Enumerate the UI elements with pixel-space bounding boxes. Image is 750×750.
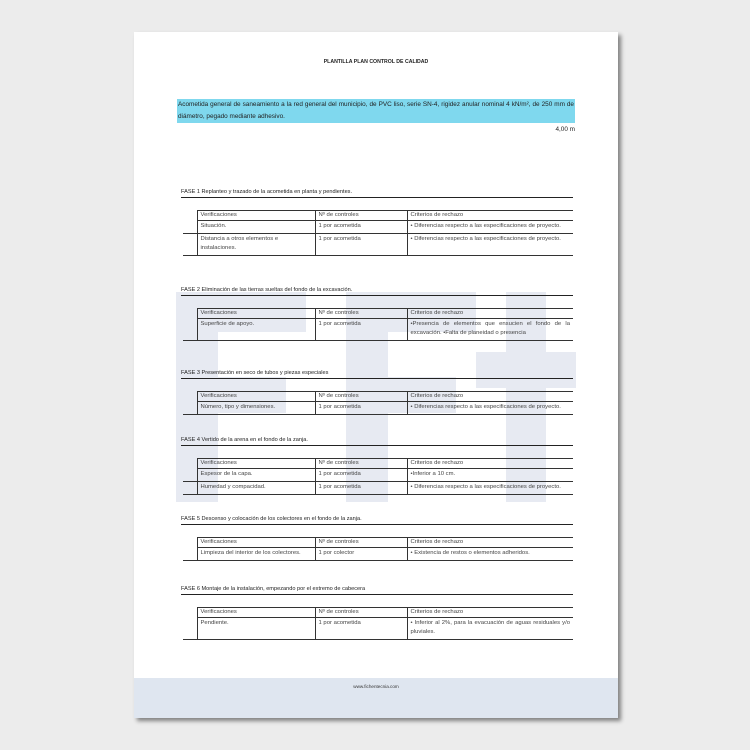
phase-6 <box>181 585 573 640</box>
table-header-row <box>183 392 573 402</box>
header-controles: Nº de controles <box>315 538 407 548</box>
phase-title: FASE 5 Descenso y colocación de los colectores en el fondo de la zanja. <box>181 515 573 525</box>
checkbox-cell[interactable] <box>183 469 197 482</box>
checkbox-cell[interactable] <box>183 319 197 341</box>
header-verificaciones: Verificaciones <box>197 211 315 221</box>
table-header-row <box>183 608 573 618</box>
phase-title: FASE 6 Montaje de la instalación, empezando por el extremo de cabecera <box>181 585 573 595</box>
control-table <box>183 537 573 561</box>
phase-title: FASE 2 Eliminación de las tierras sueltas del fondo de la excavación. <box>181 286 573 296</box>
verificacion-cell: Distancia a otros elementos e instalaciones. <box>197 234 315 256</box>
controles-cell: 1 por colector <box>315 548 407 561</box>
controles-cell: 1 por acometida <box>315 402 407 415</box>
quantity: 4,00 m <box>555 126 575 133</box>
header-controles: Nº de controles <box>315 309 407 319</box>
header-verificaciones: Verificaciones <box>197 309 315 319</box>
control-table <box>183 308 573 341</box>
checkbox-cell[interactable] <box>183 618 197 640</box>
criterio-cell: •Presencia de elementos que ensucien el fondo de la excavación. •Falta de planeidad o presencia <box>407 319 573 341</box>
controles-cell: 1 por acometida <box>315 618 407 640</box>
verificacion-cell: Número, tipo y dimensiones. <box>197 402 315 415</box>
checkbox-cell[interactable] <box>183 221 197 234</box>
checkbox-cell[interactable] <box>183 548 197 561</box>
header-criterios: Criterios de rechazo <box>407 538 573 548</box>
document-page <box>134 32 618 718</box>
criterio-cell: • Inferior al 2%, para la evacuación de aguas residuales y/o pluviales. <box>407 618 573 640</box>
control-table <box>183 210 573 256</box>
criterio-cell: • Existencia de restos o elementos adheridos. <box>407 548 573 561</box>
table-header-row <box>183 309 573 319</box>
phase-1 <box>181 188 573 256</box>
phase-title: FASE 1 Replanteo y trazado de la acometida en planta y pendientes. <box>181 188 573 198</box>
checkbox-cell[interactable] <box>183 402 197 415</box>
table-header-row <box>183 459 573 469</box>
controles-cell: 1 por acometida <box>315 221 407 234</box>
header-verificaciones: Verificaciones <box>197 459 315 469</box>
header-criterios: Criterios de rechazo <box>407 608 573 618</box>
page-footer <box>134 678 618 718</box>
header-controles: Nº de controles <box>315 211 407 221</box>
phase-4 <box>181 436 573 495</box>
table-header-row <box>183 211 573 221</box>
footer-url[interactable]: www.fichentecnia.com <box>353 684 399 689</box>
checkbox-cell[interactable] <box>183 234 197 256</box>
control-table <box>183 458 573 495</box>
table-row <box>183 319 573 341</box>
verificacion-cell: Espesor de la capa. <box>197 469 315 482</box>
criterio-cell: • Diferencias respecto a las especificaciones de proyecto. <box>407 402 573 415</box>
criterio-cell: •Inferior a 10 cm. <box>407 469 573 482</box>
phase-2 <box>181 286 573 341</box>
intro-text: Acometida general de saneamiento a la red general del municipio, de PVC liso, serie SN-4, rigidez anular nominal 4 kN/m², de 250 mm de diámetro, pegado mediante adhesivo. <box>177 99 575 123</box>
phase-3 <box>181 369 573 415</box>
header-criterios: Criterios de rechazo <box>407 392 573 402</box>
header-controles: Nº de controles <box>315 459 407 469</box>
criterio-cell: • Diferencias respecto a las especificaciones de proyecto. <box>407 221 573 234</box>
header-verificaciones: Verificaciones <box>197 608 315 618</box>
header-criterios: Criterios de rechazo <box>407 309 573 319</box>
controles-cell: 1 por acometida <box>315 482 407 495</box>
table-header-row <box>183 538 573 548</box>
document-title: PLANTILLA PLAN CONTROL DE CALIDAD <box>323 59 429 65</box>
checkbox-cell[interactable] <box>183 482 197 495</box>
controles-cell: 1 por acometida <box>315 234 407 256</box>
verificacion-cell: Limpieza del interior de los colectores. <box>197 548 315 561</box>
criterio-cell: • Diferencias respecto a las especificaciones de proyecto. <box>407 234 573 256</box>
control-table <box>183 391 573 415</box>
table-row <box>183 618 573 640</box>
header-verificaciones: Verificaciones <box>197 538 315 548</box>
header-controles: Nº de controles <box>315 608 407 618</box>
control-table <box>183 607 573 640</box>
table-row <box>183 469 573 482</box>
table-row <box>183 482 573 495</box>
table-row <box>183 548 573 561</box>
phase-5 <box>181 515 573 561</box>
phase-title: FASE 3 Presentación en seco de tubos y piezas especiales <box>181 369 573 379</box>
header-verificaciones: Verificaciones <box>197 392 315 402</box>
intro-block <box>177 99 575 136</box>
table-row <box>183 402 573 415</box>
controles-cell: 1 por acometida <box>315 319 407 341</box>
verificacion-cell: Superficie de apoyo. <box>197 319 315 341</box>
verificacion-cell: Humedad y compacidad. <box>197 482 315 495</box>
verificacion-cell: Pendiente. <box>197 618 315 640</box>
table-row <box>183 234 573 256</box>
controles-cell: 1 por acometida <box>315 469 407 482</box>
table-row <box>183 221 573 234</box>
header-criterios: Criterios de rechazo <box>407 459 573 469</box>
header-criterios: Criterios de rechazo <box>407 211 573 221</box>
phase-title: FASE 4 Vertido de la arena en el fondo de la zanja. <box>181 436 573 446</box>
criterio-cell: • Diferencias respecto a las especificaciones de proyecto. <box>407 482 573 495</box>
verificacion-cell: Situación. <box>197 221 315 234</box>
header-controles: Nº de controles <box>315 392 407 402</box>
